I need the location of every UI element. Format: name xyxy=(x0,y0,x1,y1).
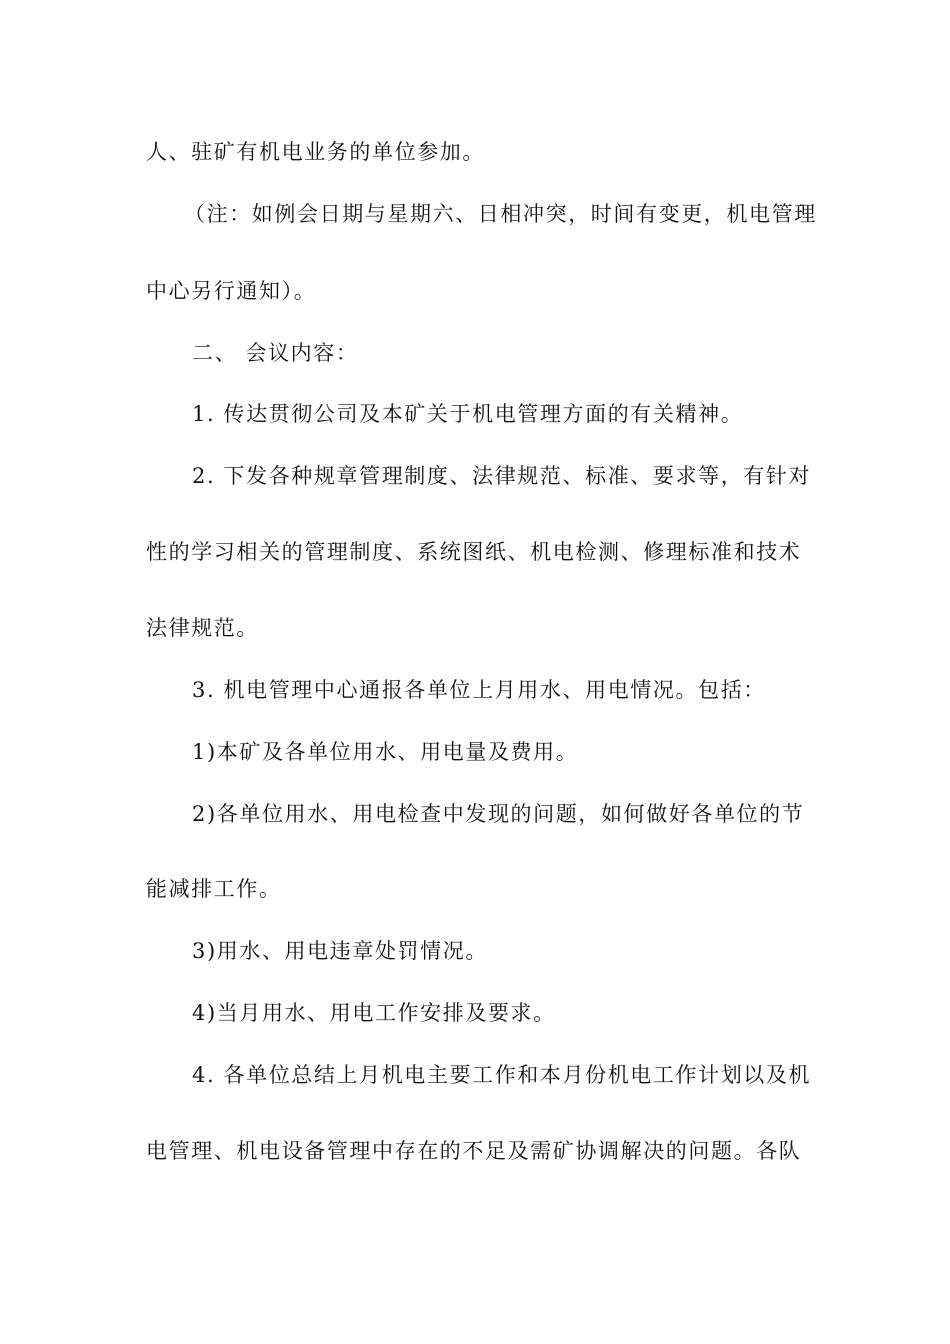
text-line-3: 中心另行通知）。 xyxy=(146,279,317,303)
text-line-11: 2)各单位用水、用电检查中发现的问题，如何做好各单位的节 xyxy=(192,802,805,826)
text-line-14: 4)当月用水、用电工作安排及要求。 xyxy=(192,1001,556,1025)
text-line-5: 1. 传达贯彻公司及本矿关于机电管理方面的有关精神。 xyxy=(192,402,744,426)
text-line-6: 2. 下发各种规章管理制度、法律规范、标准、要求等，有针对 xyxy=(192,464,812,488)
text-line-12: 能减排工作。 xyxy=(146,877,282,901)
text-line-1: 人、驻矿有机电业务的单位参加。 xyxy=(146,140,485,164)
text-line-15: 4. 各单位总结上月机电主要工作和本月份机电工作计划以及机 xyxy=(192,1063,812,1087)
text-line-7: 性的学习相关的管理制度、系统图纸、机电检测、修理标准和技术 xyxy=(146,540,802,564)
text-line-13: 3)用水、用电违章处罚情况。 xyxy=(192,939,488,963)
section-heading-meeting-content: 二、 会议内容： xyxy=(192,341,359,365)
text-line-9: 3. 机电管理中心通报各单位上月用水、用电情况。包括： xyxy=(192,678,766,702)
text-line-2: （注：如例会日期与星期六、日相冲突，时间有变更，机电管理 xyxy=(184,202,817,226)
text-line-16: 电管理、机电设备管理中存在的不足及需矿协调解决的问题。各队 xyxy=(146,1139,802,1163)
text-line-10: 1)本矿及各单位用水、用电量及费用。 xyxy=(192,740,579,764)
text-line-8: 法律规范。 xyxy=(146,616,259,640)
